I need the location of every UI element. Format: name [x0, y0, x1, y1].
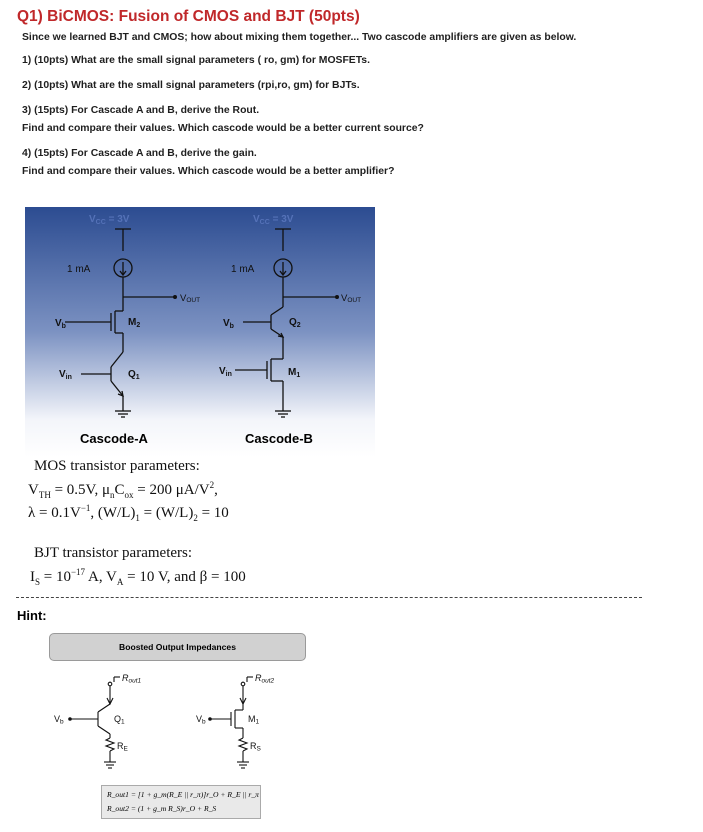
hint-label: Hint:	[17, 608, 47, 623]
mos-params-heading: MOS transistor parameters:	[34, 458, 200, 474]
re-label: RE	[117, 741, 128, 753]
page-title: Q1) BiCMOS: Fusion of CMOS and BJT (50pts)	[17, 8, 360, 25]
question-3: 3) (15pts) For Cascade A and B, derive the Rout.	[22, 105, 260, 116]
intro-text: Since we learned BJT and CMOS; how about mixing them together... Two cascode amplifiers are given as below.	[22, 32, 577, 43]
section-divider	[16, 597, 642, 598]
mos-params-line2: $\lambda = 0.1V^{-1}$, $(W/L)_1 = (W/L)_2 = 10$	[28, 503, 229, 523]
rs-label: RS	[250, 741, 261, 753]
q1-label: $Q_1$	[128, 369, 140, 381]
rout1-label: Rout1	[122, 673, 142, 685]
question-4-followup: Find and compare their values. Which cascode would be a better amplifier?	[22, 166, 395, 177]
vb-label-b: $V_b$	[223, 318, 234, 330]
vb-label-a: $V_b$	[55, 318, 66, 330]
caption-cascode-a: Cascode-A	[80, 431, 148, 446]
vout-label-a: VOUT	[180, 293, 201, 304]
m1-label: $M_1$	[288, 367, 301, 379]
question-1: 1) (10pts) What are the small signal parameters ( ro, gm) for MOSFETs.	[22, 55, 370, 66]
hint-banner: Boosted Output Impedances	[49, 633, 306, 661]
current-label-a: 1 mA	[67, 264, 91, 275]
figure-background	[25, 207, 375, 457]
vb2-label: Vb	[196, 714, 206, 726]
mos-params-line1: $V_{TH} = 0.5V$, $\mu_nC_{ox} = 200$ $\mu A/V^2$,	[28, 480, 218, 500]
m2-label: $M_2$	[128, 317, 141, 329]
q2-label: $Q_2$	[289, 317, 301, 329]
m1-hint-label: M1	[248, 714, 260, 726]
current-label-b: 1 mA	[231, 264, 255, 275]
vin-label-a: $V_{in}$	[59, 369, 72, 381]
question-2: 2) (10pts) What are the small signal parameters (rpi,ro, gm) for BJTs.	[22, 80, 360, 91]
q1-hint-label: Q1	[114, 714, 125, 726]
vb1-label: Vb	[54, 714, 64, 726]
cascode-figure	[25, 207, 375, 457]
rout-formula-box	[101, 785, 261, 819]
vin-label-b: $V_{in}$	[219, 366, 232, 378]
hint-figure	[50, 672, 310, 784]
caption-cascode-b: Cascode-B	[245, 431, 313, 446]
question-3-followup: Find and compare their values. Which cascode would be a better current source?	[22, 123, 424, 134]
vcc-label-b: $V_{CC} = 3V$	[253, 214, 294, 226]
rout2-formula: R_out2 = (1 + g_m R_S)r_O + R_S	[107, 804, 217, 813]
vout-label-b: VOUT	[341, 293, 362, 304]
vcc-label-a: $V_{CC} = 3V$	[89, 214, 130, 226]
bjt-params-heading: BJT transistor parameters:	[34, 545, 193, 561]
rout1-formula: R_out1 = [1 + g_m(R_E || r_π)]r_O + R_E || r_π	[107, 790, 259, 799]
question-4: 4) (15pts) For Cascade A and B, derive the gain.	[22, 148, 257, 159]
bjt-params-line: $I_S = 10^{-17}$ A, $V_A = 10$ V, and β = 100	[30, 567, 246, 587]
rout2-label: Rout2	[255, 673, 275, 685]
